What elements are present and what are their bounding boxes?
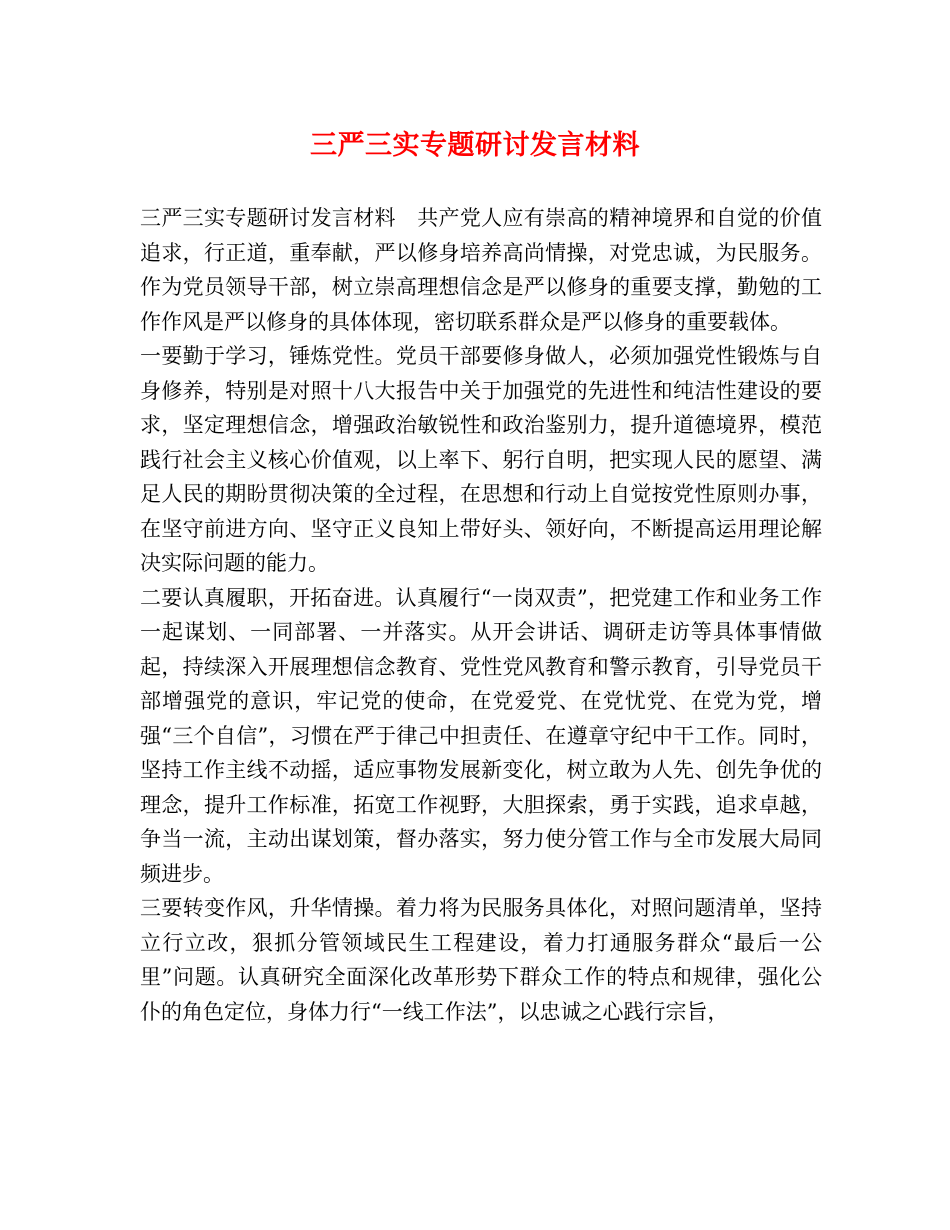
paragraph-style: 三要转变作风，升华情操。着力将为民服务具体化，对照问题清单，坚持立行立改，狠抓分管领域民生工程建设，着力打通服务群众“最后一公里”问题。认真研究全面深化改革形势下群众工作的特点和规律，强化公仆的角色定位，身体力行“一线工作法”，以忠诚之心践行宗旨，: [140, 896, 822, 1024]
document-title: 三严三实专题研讨发言材料: [310, 130, 640, 161]
paragraph-duty: 二要认真履职，开拓奋进。认真履行“一岗双责”，把党建工作和业务工作一起谋划、一同部署、一并落实。从开会讲话、调研走访等具体事情做起，持续深入开展理想信念教育、党性党风教育和警示教育，引导党员干部增强党的意识，牢记党的使命，在党爱党、在党忧党、在党为党，增强“三个自信”，习惯在严于律己中担责任、在遵章守纪中干工作。同时，坚持工作主线不动摇，适应事物发展新变化，树立敢为人先、创先争优的理念，提升工作标准，拓宽工作视野，大胆探索，勇于实践，追求卓越，争当一流，主动出谋划策，督办落实，努力使分管工作与全市发展大局同频进步。: [140, 585, 822, 886]
paragraph-study: 一要勤于学习，锤炼党性。党员干部要修身做人，必须加强党性锻炼与自身修养，特别是对照十八大报告中关于加强党的先进性和纯洁性建设的要求，坚定理想信念，增强政治敏锐性和政治鉴别力，提升道德境界，模范践行社会主义核心价值观，以上率下、躬行自明，把实现人民的愿望、满足人民的期盼贯彻决策的全过程，在思想和行动上自觉按党性原则办事，在坚守前进方向、坚守正义良知上带好头、领好向，不断提高运用理论解决实际问题的能力。: [140, 344, 822, 575]
document-body: [140, 201, 822, 1029]
paragraph-intro: 三严三实专题研讨发言材料 共产党人应有崇高的精神境界和自觉的价值追求，行正道，重奉献，严以修身培养高尚情操，对党忠诚，为民服务。作为党员领导干部，树立崇高理想信念是严以修身的重要支撑，勤勉的工作作风是严以修身的具体体现，密切联系群众是严以修身的重要载体。: [140, 206, 822, 334]
